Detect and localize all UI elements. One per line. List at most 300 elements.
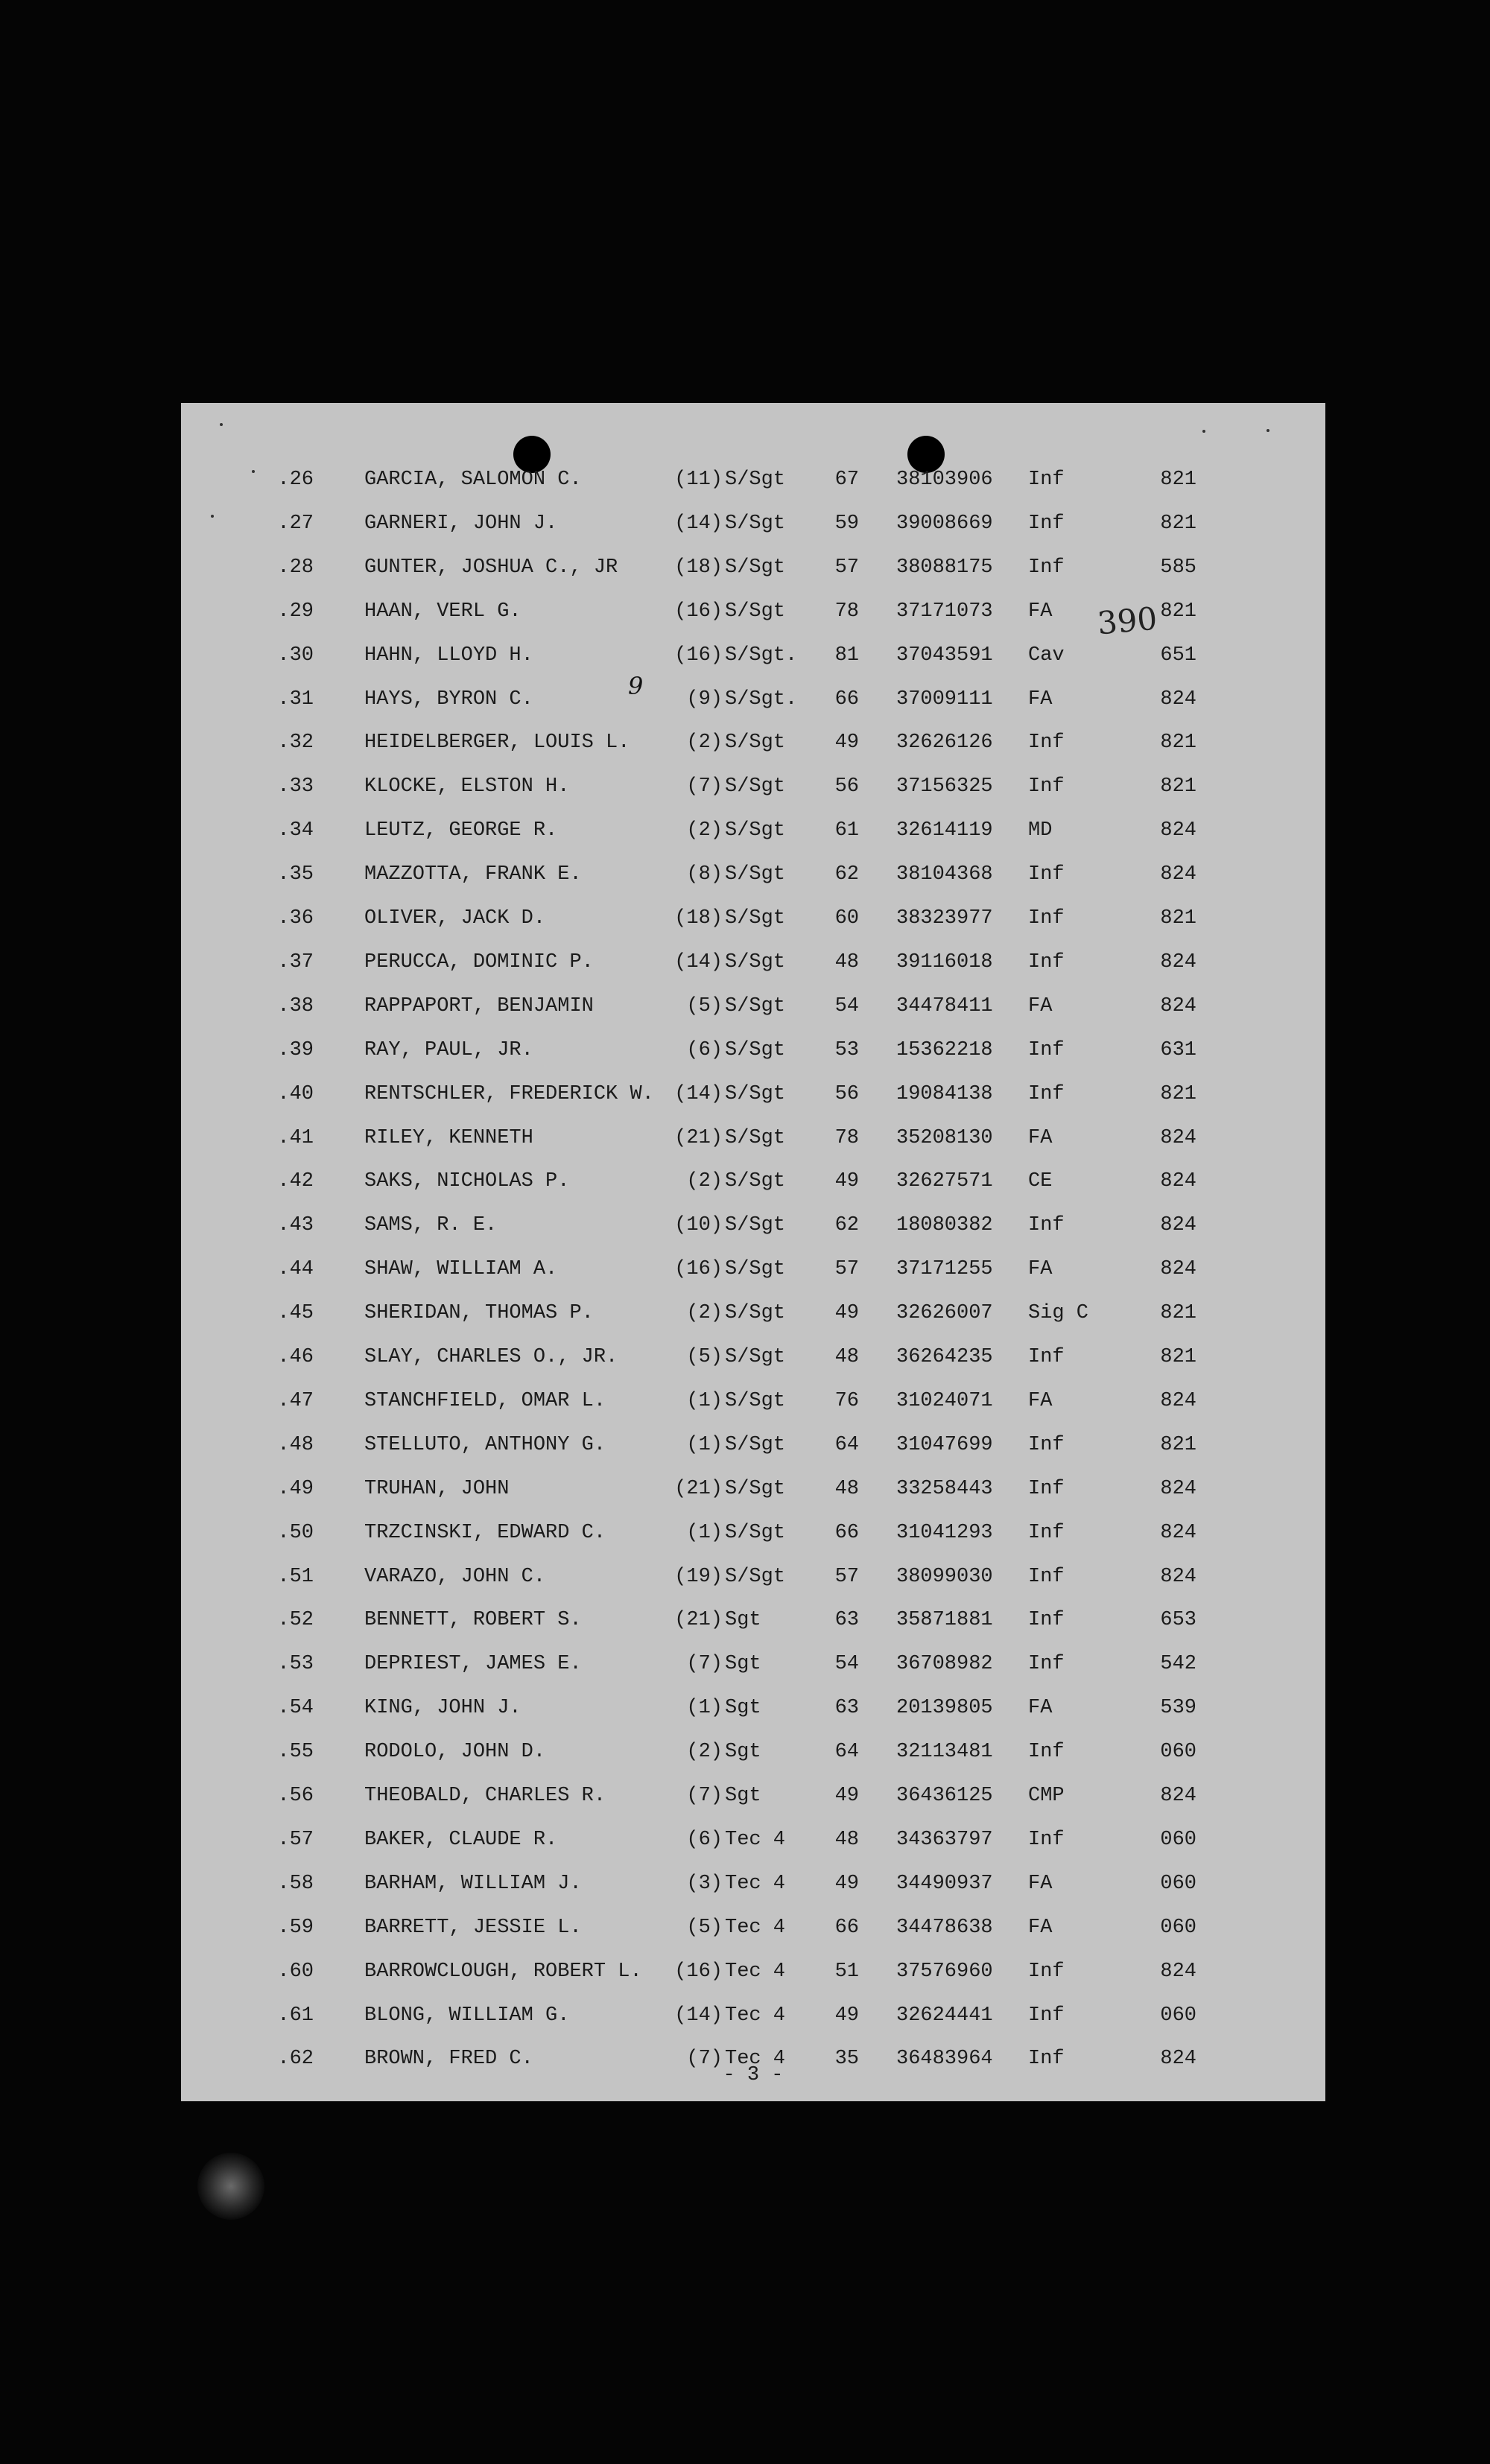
cell-serial: 35208130: [896, 1126, 993, 1149]
cell-arm: Inf: [1028, 1477, 1065, 1500]
cell-serial: 19084138: [896, 1082, 993, 1105]
cell-grp: (1): [686, 1521, 723, 1544]
cell-rank: S/Sgt: [725, 775, 786, 798]
cell-grp: (14): [674, 950, 723, 974]
cell-grp: (16): [674, 1960, 723, 1983]
cell-rank: S/Sgt: [725, 556, 786, 579]
light-flare: [197, 2153, 264, 2220]
cell-rank: S/Sgt.: [725, 688, 798, 711]
cell-age: 61: [834, 819, 859, 842]
cell-grp: (3): [686, 1872, 723, 1895]
cell-name: BLONG, WILLIAM G.: [364, 2004, 570, 2027]
cell-name: SHAW, WILLIAM A.: [364, 1258, 558, 1281]
cell-age: 76: [834, 1389, 859, 1412]
cell-serial: 15362218: [896, 1038, 993, 1061]
cell-serial: 34363797: [896, 1828, 993, 1851]
cell-rank: Sgt: [725, 1653, 761, 1676]
cell-name: STANCHFIELD, OMAR L.: [364, 1389, 606, 1412]
cell-serial: 20139805: [896, 1697, 993, 1720]
cell-code: 539: [1160, 1697, 1196, 1720]
cell-code: 821: [1160, 907, 1196, 930]
cell-name: BAKER, CLAUDE R.: [364, 1828, 558, 1851]
table-row: 38. RAPPAPORT, BENJAMIN (5) S/Sgt 54 34478411 FA 824: [277, 994, 1196, 1017]
table-row: 33. KLOCKE, ELSTON H. (7) S/Sgt 56 37156325 Inf 821: [277, 775, 1196, 798]
cell-code: 824: [1160, 863, 1196, 886]
cell-grp: (16): [674, 600, 723, 623]
table-row: 59. BARRETT, JESSIE L. (5) Tec 4 66 34478638 FA 060: [277, 1916, 1196, 1939]
cell-grp: (5): [686, 1346, 723, 1368]
cell-serial: 31047699: [896, 1433, 993, 1456]
cell-grp: (14): [674, 2004, 723, 2027]
cell-code: 060: [1160, 1741, 1196, 1764]
cell-name: MAZZOTTA, FRANK E.: [364, 863, 582, 886]
table-row: 61. BLONG, WILLIAM G. (14) Tec 4 49 32624441 Inf 060: [277, 2004, 1196, 2027]
cell-grp: (7): [686, 1785, 723, 1807]
cell-grp: (16): [674, 1258, 723, 1281]
cell-code: 824: [1160, 1477, 1196, 1500]
cell-arm: Cav: [1028, 644, 1065, 667]
cell-rank: S/Sgt: [725, 1521, 786, 1544]
cell-arm: MD: [1028, 819, 1053, 842]
cell-rank: Tec 4: [725, 1828, 786, 1851]
cell-name: BENNETT, ROBERT S.: [364, 1609, 582, 1632]
cell-age: 54: [834, 994, 859, 1017]
cell-arm: FA: [1028, 600, 1053, 623]
cell-arm: FA: [1028, 1872, 1053, 1895]
table-row: 43. SAMS, R. E. (10) S/Sgt 62 18080382 Inf 824: [277, 1214, 1196, 1237]
cell-age: 51: [834, 1960, 859, 1983]
handwritten-annotation: 9: [628, 672, 644, 700]
cell-code: 542: [1160, 1653, 1196, 1676]
cell-rank: S/Sgt: [725, 512, 786, 535]
cell-name: GUNTER, JOSHUA C., JR: [364, 556, 618, 579]
table-row: 52. BENNETT, ROBERT S. (21) Sgt 63 35871881 Inf 653: [277, 1609, 1196, 1632]
cell-serial: 32614119: [896, 819, 993, 842]
cell-serial: 32626007: [896, 1302, 993, 1325]
table-row: 37. PERUCCA, DOMINIC P. (14) S/Sgt 48 39116018 Inf 824: [277, 950, 1196, 974]
table-row: 58. BARHAM, WILLIAM J. (3) Tec 4 49 34490937 FA 060: [277, 1872, 1196, 1895]
cell-serial: 38099030: [896, 1565, 993, 1588]
cell-code: 651: [1160, 644, 1196, 667]
cell-grp: (1): [686, 1433, 723, 1456]
cell-grp: (1): [686, 1697, 723, 1720]
cell-name: THEOBALD, CHARLES R.: [364, 1785, 606, 1807]
cell-serial: 33258443: [896, 1477, 993, 1500]
cell-name: BARHAM, WILLIAM J.: [364, 1872, 582, 1895]
cell-rank: S/Sgt: [725, 1258, 786, 1281]
speck: [220, 423, 223, 426]
cell-serial: 35871881: [896, 1609, 993, 1632]
table-row: 35. MAZZOTTA, FRANK E. (8) S/Sgt 62 38104368 Inf 824: [277, 863, 1196, 886]
cell-age: 49: [834, 1302, 859, 1325]
cell-name: OLIVER, JACK D.: [364, 907, 546, 930]
table-row: 30. HAHN, LLOYD H. (16) S/Sgt. 81 37043591 Cav 651: [277, 644, 1196, 667]
cell-code: 824: [1160, 1785, 1196, 1807]
table-row: 34. LEUTZ, GEORGE R. (2) S/Sgt 61 32614119 MD 824: [277, 819, 1196, 842]
table-row: 26. GARCIA, SALOMON C. (11) S/Sgt 67 38103906 Inf 821: [277, 469, 1196, 491]
cell-serial: 38104368: [896, 863, 993, 886]
cell-code: 631: [1160, 1038, 1196, 1061]
cell-age: 56: [834, 1082, 859, 1105]
cell-rank: S/Sgt: [725, 1126, 786, 1149]
cell-age: 66: [834, 688, 859, 711]
table-row: 56. THEOBALD, CHARLES R. (7) Sgt 49 36436125 CMP 824: [277, 1785, 1196, 1807]
cell-rank: Sgt: [725, 1785, 761, 1807]
cell-rank: S/Sgt: [725, 863, 786, 886]
cell-age: 49: [834, 1872, 859, 1895]
cell-name: RAY, PAUL, JR.: [364, 1038, 533, 1061]
table-row: 51. VARAZO, JOHN C. (19) S/Sgt 57 38099030 Inf 824: [277, 1565, 1196, 1588]
cell-code: 060: [1160, 1828, 1196, 1851]
cell-arm: Inf: [1028, 2048, 1065, 2071]
cell-grp: (6): [686, 1828, 723, 1851]
cell-rank: Tec 4: [725, 1916, 786, 1939]
cell-age: 48: [834, 1346, 859, 1368]
cell-name: BARRETT, JESSIE L.: [364, 1916, 582, 1939]
cell-code: 821: [1160, 512, 1196, 535]
page-number: - 3 -: [723, 2064, 784, 2086]
cell-name: HEIDELBERGER, LOUIS L.: [364, 731, 630, 755]
cell-rank: S/Sgt: [725, 1082, 786, 1105]
cell-serial: 18080382: [896, 1214, 993, 1237]
cell-rank: S/Sgt: [725, 1433, 786, 1456]
cell-age: 60: [834, 907, 859, 930]
cell-grp: (21): [674, 1609, 723, 1632]
cell-age: 78: [834, 1126, 859, 1149]
table-row: 32. HEIDELBERGER, LOUIS L. (2) S/Sgt 49 32626126 Inf 821: [277, 731, 1196, 755]
cell-code: 821: [1160, 731, 1196, 755]
table-row: 27. GARNERI, JOHN J. (14) S/Sgt 59 39008669 Inf 821: [277, 512, 1196, 535]
cell-age: 64: [834, 1741, 859, 1764]
cell-arm: Inf: [1028, 1433, 1065, 1456]
cell-name: BARROWCLOUGH, ROBERT L.: [364, 1960, 642, 1983]
cell-name: TRUHAN, JOHN: [364, 1477, 510, 1500]
table-row: 40. RENTSCHLER, FREDERICK W. (14) S/Sgt 56 19084138 Inf 821: [277, 1082, 1196, 1105]
cell-arm: Sig C: [1028, 1302, 1089, 1325]
speck: [1266, 429, 1269, 432]
cell-serial: 37156325: [896, 775, 993, 798]
cell-rank: S/Sgt: [725, 1346, 786, 1368]
cell-age: 63: [834, 1609, 859, 1632]
cell-serial: 37009111: [896, 688, 993, 711]
cell-code: 824: [1160, 819, 1196, 842]
cell-rank: S/Sgt: [725, 907, 786, 930]
table-row: 46. SLAY, CHARLES O., JR. (5) S/Sgt 48 36264235 Inf 821: [277, 1346, 1196, 1368]
cell-code: 821: [1160, 775, 1196, 798]
cell-age: 78: [834, 600, 859, 623]
cell-age: 66: [834, 1916, 859, 1939]
cell-arm: FA: [1028, 1697, 1053, 1720]
cell-grp: (7): [686, 1653, 723, 1676]
cell-name: HAAN, VERL G.: [364, 600, 522, 623]
cell-code: 824: [1160, 1258, 1196, 1281]
cell-grp: (14): [674, 1082, 723, 1105]
cell-arm: Inf: [1028, 1960, 1065, 1983]
cell-name: LEUTZ, GEORGE R.: [364, 819, 558, 842]
cell-grp: (18): [674, 556, 723, 579]
cell-age: 57: [834, 1258, 859, 1281]
cell-arm: Inf: [1028, 1653, 1065, 1676]
cell-code: 824: [1160, 1565, 1196, 1588]
document-page: [181, 403, 1325, 2101]
table-row: 47. STANCHFIELD, OMAR L. (1) S/Sgt 76 31024071 FA 824: [277, 1389, 1196, 1412]
cell-name: STELLUTO, ANTHONY G.: [364, 1433, 606, 1456]
cell-serial: 31024071: [896, 1389, 993, 1412]
cell-code: 824: [1160, 1960, 1196, 1983]
table-row: 49. TRUHAN, JOHN (21) S/Sgt 48 33258443 Inf 824: [277, 1477, 1196, 1500]
cell-arm: FA: [1028, 1126, 1053, 1149]
table-row: 50. TRZCINSKI, EDWARD C. (1) S/Sgt 66 31041293 Inf 824: [277, 1521, 1196, 1544]
cell-grp: (2): [686, 1741, 723, 1764]
cell-age: 64: [834, 1433, 859, 1456]
cell-age: 57: [834, 556, 859, 579]
cell-code: 653: [1160, 1609, 1196, 1632]
cell-serial: 31041293: [896, 1521, 993, 1544]
cell-arm: Inf: [1028, 775, 1065, 798]
cell-arm: Inf: [1028, 731, 1065, 755]
cell-age: 67: [834, 469, 859, 491]
table-row: 57. BAKER, CLAUDE R. (6) Tec 4 48 34363797 Inf 060: [277, 1828, 1196, 1851]
cell-code: 824: [1160, 950, 1196, 974]
table-row: 55. RODOLO, JOHN D. (2) Sgt 64 32113481 Inf 060: [277, 1741, 1196, 1764]
table-row: 31. HAYS, BYRON C. (9) S/Sgt. 66 37009111 FA 824: [277, 688, 1196, 711]
cell-code: 824: [1160, 1170, 1196, 1193]
cell-code: 060: [1160, 1916, 1196, 1939]
cell-rank: Sgt: [725, 1741, 761, 1764]
table-row: 44. SHAW, WILLIAM A. (16) S/Sgt 57 37171255 FA 824: [277, 1258, 1196, 1281]
cell-arm: Inf: [1028, 950, 1065, 974]
cell-name: RAPPAPORT, BENJAMIN: [364, 994, 594, 1017]
cell-serial: 37576960: [896, 1960, 993, 1983]
cell-age: 48: [834, 1828, 859, 1851]
cell-age: 49: [834, 2004, 859, 2027]
cell-code: 821: [1160, 1433, 1196, 1456]
cell-arm: CE: [1028, 1170, 1053, 1193]
cell-arm: Inf: [1028, 1082, 1065, 1105]
cell-age: 57: [834, 1565, 859, 1588]
cell-age: 35: [834, 2048, 859, 2071]
cell-serial: 32626126: [896, 731, 993, 755]
table-row: 62. BROWN, FRED C. (7) Tec 4 35 36483964 Inf 824: [277, 2048, 1196, 2071]
cell-grp: (10): [674, 1214, 723, 1237]
cell-age: 54: [834, 1653, 859, 1676]
cell-rank: S/Sgt: [725, 994, 786, 1017]
cell-serial: 36436125: [896, 1785, 993, 1807]
cell-grp: (19): [674, 1565, 723, 1588]
cell-grp: (9): [686, 688, 723, 711]
cell-rank: S/Sgt: [725, 469, 786, 491]
cell-name: VARAZO, JOHN C.: [364, 1565, 546, 1588]
table-row: 53. DEPRIEST, JAMES E. (7) Sgt 54 36708982 Inf 542: [277, 1653, 1196, 1676]
cell-arm: Inf: [1028, 1214, 1065, 1237]
cell-serial: 34490937: [896, 1872, 993, 1895]
table-row: 42. SAKS, NICHOLAS P. (2) S/Sgt 49 32627571 CE 824: [277, 1170, 1196, 1193]
cell-age: 49: [834, 731, 859, 755]
cell-code: 824: [1160, 688, 1196, 711]
cell-age: 62: [834, 863, 859, 886]
cell-grp: (21): [674, 1126, 723, 1149]
cell-name: SAMS, R. E.: [364, 1214, 498, 1237]
cell-age: 56: [834, 775, 859, 798]
cell-code: 821: [1160, 469, 1196, 491]
cell-age: 63: [834, 1697, 859, 1720]
cell-serial: 36264235: [896, 1346, 993, 1368]
cell-rank: S/Sgt: [725, 1170, 786, 1193]
cell-rank: Tec 4: [725, 1960, 786, 1983]
cell-grp: (2): [686, 819, 723, 842]
cell-rank: S/Sgt: [725, 819, 786, 842]
cell-name: GARCIA, SALOMON C.: [364, 469, 582, 491]
cell-age: 81: [834, 644, 859, 667]
cell-serial: 34478411: [896, 994, 993, 1017]
cell-code: 824: [1160, 994, 1196, 1017]
cell-grp: (2): [686, 1170, 723, 1193]
cell-grp: (5): [686, 1916, 723, 1939]
cell-age: 66: [834, 1521, 859, 1544]
cell-rank: S/Sgt: [725, 1477, 786, 1500]
cell-serial: 32113481: [896, 1741, 993, 1764]
cell-name: DEPRIEST, JAMES E.: [364, 1653, 582, 1676]
cell-name: SHERIDAN, THOMAS P.: [364, 1302, 594, 1325]
cell-serial: 39008669: [896, 512, 993, 535]
cell-arm: Inf: [1028, 907, 1065, 930]
cell-code: 821: [1160, 1302, 1196, 1325]
table-row: 41. RILEY, KENNETH (21) S/Sgt 78 35208130 FA 824: [277, 1126, 1196, 1149]
cell-arm: FA: [1028, 688, 1053, 711]
cell-arm: Inf: [1028, 1609, 1065, 1632]
cell-code: 821: [1160, 1346, 1196, 1368]
cell-name: SAKS, NICHOLAS P.: [364, 1170, 570, 1193]
cell-grp: (8): [686, 863, 723, 886]
cell-age: 53: [834, 1038, 859, 1061]
cell-age: 49: [834, 1170, 859, 1193]
cell-arm: Inf: [1028, 469, 1065, 491]
table-row: 28. GUNTER, JOSHUA C., JR (18) S/Sgt 57 38088175 Inf 585: [277, 556, 1196, 579]
cell-arm: Inf: [1028, 1741, 1065, 1764]
cell-code: 060: [1160, 2004, 1196, 2027]
punch-hole: [513, 436, 551, 473]
cell-serial: 36708982: [896, 1653, 993, 1676]
cell-code: 824: [1160, 2048, 1196, 2071]
cell-serial: 37171073: [896, 600, 993, 623]
cell-arm: FA: [1028, 1916, 1053, 1939]
cell-name: TRZCINSKI, EDWARD C.: [364, 1521, 606, 1544]
cell-serial: 37171255: [896, 1258, 993, 1281]
cell-name: RENTSCHLER, FREDERICK W.: [364, 1082, 654, 1105]
cell-serial: 38323977: [896, 907, 993, 930]
cell-arm: FA: [1028, 1258, 1053, 1281]
cell-grp: (18): [674, 907, 723, 930]
cell-age: 49: [834, 1785, 859, 1807]
cell-name: KING, JOHN J.: [364, 1697, 522, 1720]
cell-grp: (2): [686, 731, 723, 755]
cell-rank: S/Sgt: [725, 1214, 786, 1237]
cell-arm: Inf: [1028, 1565, 1065, 1588]
cell-rank: S/Sgt: [725, 1565, 786, 1588]
cell-serial: 32627571: [896, 1170, 993, 1193]
cell-arm: FA: [1028, 1389, 1053, 1412]
table-row: 45. SHERIDAN, THOMAS P. (2) S/Sgt 49 32626007 Sig C 821: [277, 1302, 1196, 1325]
cell-name: HAYS, BYRON C.: [364, 688, 533, 711]
cell-rank: Tec 4: [725, 2048, 786, 2071]
cell-name: GARNERI, JOHN J.: [364, 512, 558, 535]
cell-rank: S/Sgt: [725, 1389, 786, 1412]
cell-grp: (14): [674, 512, 723, 535]
table-row: 29. HAAN, VERL G. (16) S/Sgt 78 37171073 FA 821: [277, 600, 1196, 623]
table-row: 48. STELLUTO, ANTHONY G. (1) S/Sgt 64 31047699 Inf 821: [277, 1433, 1196, 1456]
cell-code: 821: [1160, 600, 1196, 623]
cell-grp: (6): [686, 1038, 723, 1061]
cell-serial: 38088175: [896, 556, 993, 579]
cell-code: 821: [1160, 1082, 1196, 1105]
cell-grp: (7): [686, 2048, 723, 2071]
cell-code: 585: [1160, 556, 1196, 579]
cell-name: HAHN, LLOYD H.: [364, 644, 533, 667]
cell-rank: Sgt: [725, 1609, 761, 1632]
cell-grp: (7): [686, 775, 723, 798]
cell-name: SLAY, CHARLES O., JR.: [364, 1346, 618, 1368]
cell-grp: (21): [674, 1477, 723, 1500]
cell-arm: Inf: [1028, 2004, 1065, 2027]
cell-age: 62: [834, 1214, 859, 1237]
cell-rank: S/Sgt: [725, 731, 786, 755]
cell-rank: Tec 4: [725, 2004, 786, 2027]
cell-rank: Sgt: [725, 1697, 761, 1720]
cell-serial: 38103906: [896, 469, 993, 491]
cell-arm: Inf: [1028, 1828, 1065, 1851]
cell-arm: CMP: [1028, 1785, 1065, 1807]
speck: [1202, 430, 1205, 433]
cell-serial: 36483964: [896, 2048, 993, 2071]
cell-grp: (5): [686, 994, 723, 1017]
cell-rank: S/Sgt: [725, 1038, 786, 1061]
cell-serial: 37043591: [896, 644, 993, 667]
cell-age: 59: [834, 512, 859, 535]
cell-arm: Inf: [1028, 1346, 1065, 1368]
cell-arm: FA: [1028, 994, 1053, 1017]
cell-name: BROWN, FRED C.: [364, 2048, 533, 2071]
cell-code: 824: [1160, 1214, 1196, 1237]
cell-age: 48: [834, 1477, 859, 1500]
cell-arm: Inf: [1028, 1521, 1065, 1544]
cell-code: 824: [1160, 1521, 1196, 1544]
punch-hole: [907, 436, 945, 473]
table-row: 60. BARROWCLOUGH, ROBERT L. (16) Tec 4 51 37576960 Inf 824: [277, 1960, 1196, 1983]
cell-rank: S/Sgt: [725, 950, 786, 974]
cell-code: 060: [1160, 1872, 1196, 1895]
cell-arm: Inf: [1028, 556, 1065, 579]
cell-rank: S/Sgt: [725, 600, 786, 623]
cell-code: 824: [1160, 1126, 1196, 1149]
cell-code: 824: [1160, 1389, 1196, 1412]
cell-serial: 32624441: [896, 2004, 993, 2027]
cell-rank: S/Sgt: [725, 1302, 786, 1325]
cell-name: KLOCKE, ELSTON H.: [364, 775, 570, 798]
table-row: 54. KING, JOHN J. (1) Sgt 63 20139805 FA 539: [277, 1697, 1196, 1720]
cell-grp: (2): [686, 1302, 723, 1325]
cell-arm: Inf: [1028, 863, 1065, 886]
handwritten-number: 390: [1096, 600, 1159, 642]
cell-grp: (1): [686, 1389, 723, 1412]
cell-name: PERUCCA, DOMINIC P.: [364, 950, 594, 974]
cell-arm: Inf: [1028, 1038, 1065, 1061]
cell-arm: Inf: [1028, 512, 1065, 535]
cell-grp: (11): [674, 469, 723, 491]
cell-age: 48: [834, 950, 859, 974]
table-row: 39. RAY, PAUL, JR. (6) S/Sgt 53 15362218 Inf 631: [277, 1038, 1196, 1061]
cell-name: RILEY, KENNETH: [364, 1126, 533, 1149]
cell-serial: 34478638: [896, 1916, 993, 1939]
